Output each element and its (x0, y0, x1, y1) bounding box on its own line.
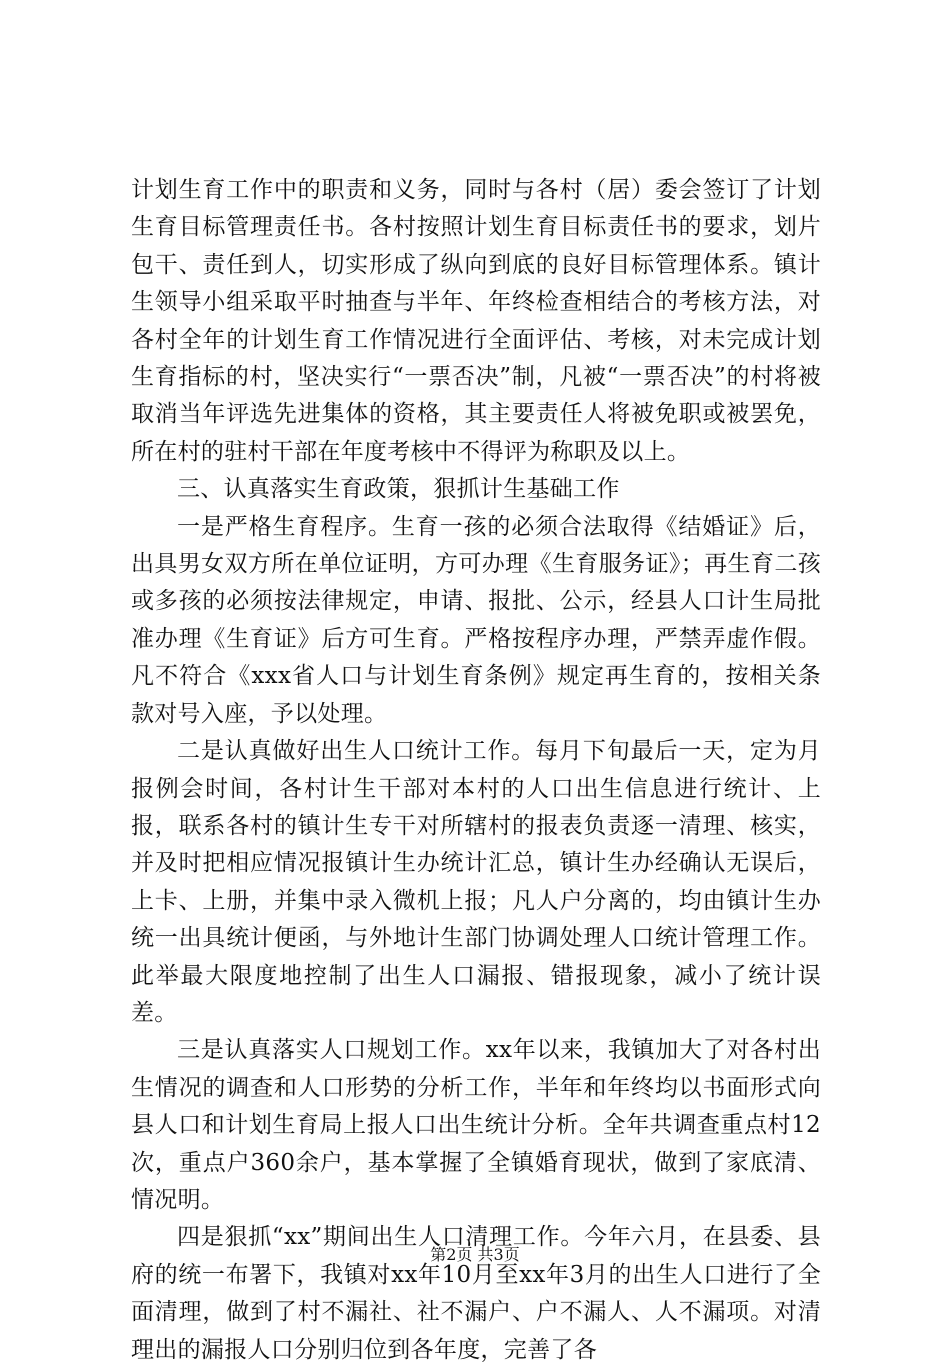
paragraph-responsibility: 计划生育工作中的职责和义务，同时与各村（居）委会签订了计划生育目标管理责任书。各村按照计划生育目标责任书的要求，划片包干、责任到人，切实形成了纵向到底的良好目标管理体系。镇计生领导小组采取平时抽查与半年、年终检查相结合的考核方法，对各村全年的计划生育工作情况进行全面评估、考核，对未完成计划生育指标的村，坚决实行“一票否决”制，凡被“一票否决”的村将被取消当年评选先进集体的资格，其主要责任人将被免职或被罢免，所在村的驻村干部在年度考核中不得评为称职及以上。 (131, 177, 821, 465)
body-text (131, 172, 821, 1369)
page-number-footer: 第2页 共3页 (430, 1245, 520, 1264)
paragraph-birth-procedure: 一是严格生育程序。生育一孩的必须合法取得《结婚证》后，出具男女双方所在单位证明，方可办理《生育服务证》；再生育二孩或多孩的必须按法律规定，申请、报批、公示，经县人口计生局批准办理《生育证》后方可生育。严格按程序办理，严禁弄虚作假。凡不符合《xxx省人口与计划生育条例》规定再生育的，按相关条款对号入座，予以处理。 (131, 513, 821, 727)
section-heading-three: 三、认真落实生育政策，狠抓计生基础工作 (177, 476, 620, 503)
paragraph-population-cleanup: 四是狠抓“xx”期间出生人口清理工作。今年六月，在县委、县府的统一布署下，我镇对xx年10月至xx年3月的出生人口进行了全面清理，做到了村不漏社、社不漏户、户不漏人、人不漏项。对清理出的漏报人口分别归位到各年度，完善了各 (131, 1224, 821, 1363)
paragraph-birth-statistics: 二是认真做好出生人口统计工作。每月下旬最后一天，定为月报例会时间，各村计生干部对本村的人口出生信息进行统计、上报，联系各村的镇计生专干对所辖村的报表负责逐一清理、核实，并及时把相应情况报镇计生办统计汇总，镇计生办经确认无误后，上卡、上册，并集中录入微机上报；凡人户分离的，均由镇计生办统一出具统计便函，与外地计生部门协调处理人口统计管理工作。此举最大限度地控制了出生人口漏报、错报现象，减小了统计误差。 (131, 738, 821, 1026)
paragraph-population-planning: 三是认真落实人口规划工作。xx年以来，我镇加大了对各村出生情况的调查和人口形势的分析工作，半年和年终均以书面形式向县人口和计划生育局上报人口出生统计分析。全年共调查重点村12次，重点户360余户，基本掌握了全镇婚育现状，做到了家底清、情况明。 (131, 1037, 821, 1213)
